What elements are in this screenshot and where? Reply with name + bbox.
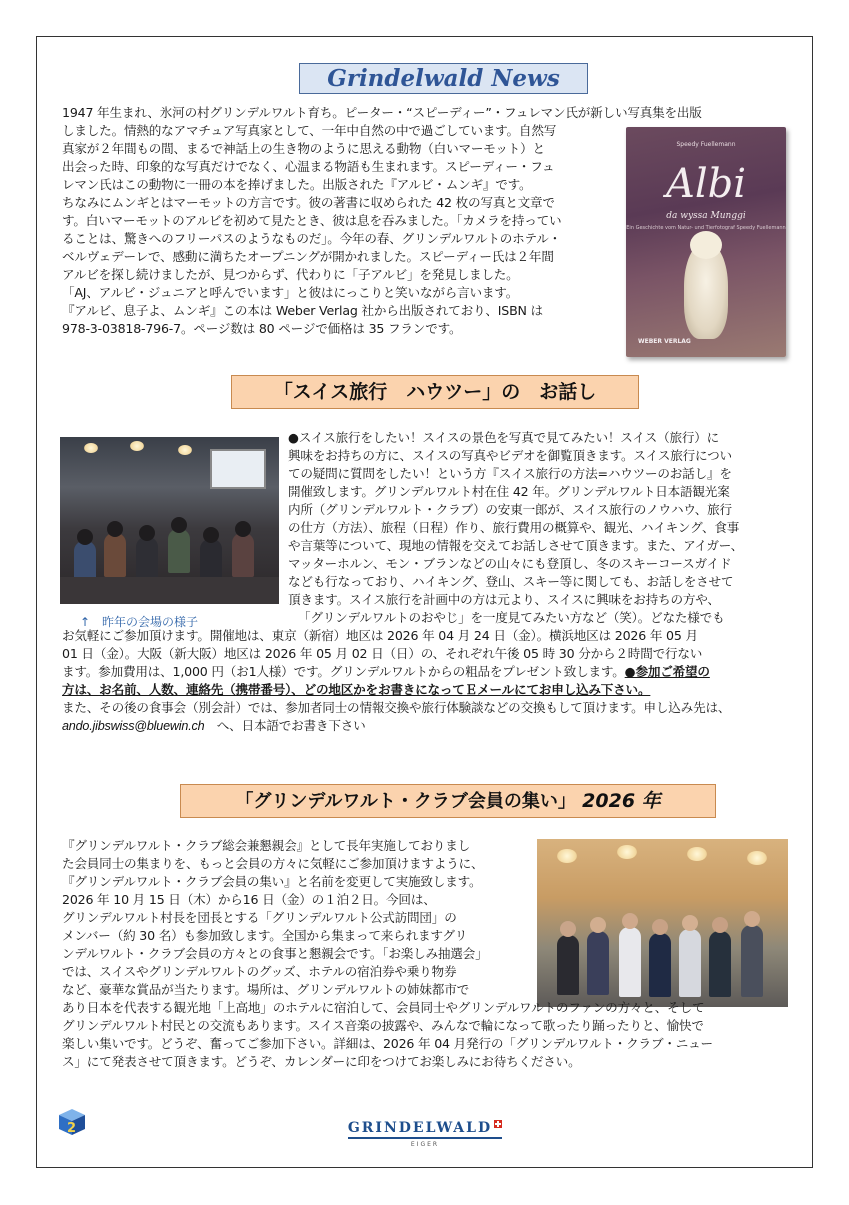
article1-line: 『アルビ、息子よ、ムンギ』この本は Weber Verlag 社から出版されており、ISBN は <box>62 303 543 318</box>
member-person <box>649 933 671 997</box>
photo-caption: ↑ 昨年の会場の様子 <box>80 615 199 629</box>
article1-line: 出会った時、印象的な写真だけでなく、心温まる物語も生まれます。スピーディー・フュ <box>62 159 555 174</box>
section3-line: 2026 年 10 月 15 日（木）から16 日（金）の１泊２日。今回は、 <box>62 892 436 907</box>
projector-screen <box>210 449 266 489</box>
chandelier-light <box>687 847 707 861</box>
member-head <box>682 915 698 931</box>
member-person <box>709 931 731 997</box>
section2-line: また、その後の食事会（別会計）では、参加者同士の情報交換や旅行体験談などの交換もして頂けます。申し込み先は、 <box>62 700 731 715</box>
article1-line: ちなみにムンギとはマーモットの方言です。彼の著書に収められた 42 枚の写真と文章で <box>62 195 555 210</box>
member-head <box>622 913 638 929</box>
book-tagline: Ein Geschichte vom Natur- und Tierfotograf Speedy Fuellemann <box>626 225 786 231</box>
article1-line: アルビを探し続けましたが、見つからず、代わりに「子アルビ」を発見しました。 <box>62 267 519 282</box>
article1-line: 真家が２年間もの間、まるで神話上の生き物のように思える動物（白いマーモット）と <box>62 141 545 156</box>
section3-line: など、豪華な賞品が当たります。場所は、グリンデルワルトの姉妹都市で <box>62 982 469 997</box>
member-person <box>741 925 763 997</box>
book-subtitle: da wyssa Munggi <box>666 211 746 221</box>
section3-line: ンデルワルト・クラブ会員の方々との食事と懇親会です。「お楽しみ抽選会」 <box>62 946 488 961</box>
section2-line: 01 日（金）。大阪（新大阪）地区は 2026 年 05 月 02 日（日）の、それぞれ午後 05 時 30 分から２時間で行ない <box>62 646 703 661</box>
ceiling-light <box>130 441 144 451</box>
section2-line: 頂きます。スイス旅行を計画中の方は元より、スイスに興味をお持ちの方や、 <box>288 592 720 607</box>
audience-person <box>168 529 190 573</box>
seminar-venue-photo <box>60 437 279 604</box>
member-head <box>652 919 668 935</box>
apply-notice: 方は、お名前、人数、連絡先（携帯番号）、どの地区かをお書きになってＥメールにてお申し込み下さい。 <box>62 682 651 697</box>
member-head <box>560 921 576 937</box>
book-author: Speedy Fuellemann <box>676 141 736 148</box>
section2-line: 内所（グリンデルワルト・クラブ）の安東一郎が、スイス旅行のノウハウ、旅行 <box>288 502 732 517</box>
audience-head <box>107 521 123 537</box>
audience-head <box>171 517 187 533</box>
section-heading-swiss-howto: 「スイス旅行 ハウツー」の お話し <box>231 375 639 409</box>
article1-line: ることは、驚きへのフリーパスのようなものだ」。今年の春、グリンデルワルトのホテル・ <box>62 231 562 246</box>
logo-subtext: EIGER <box>410 1141 440 1148</box>
section2-line: 開催致します。グリンデルワルト村在住 42 年。グリンデルワルト日本語観光案 <box>288 484 730 499</box>
newsletter-title: Grindelwald News <box>327 65 560 92</box>
section2-line: 「グリンデルワルトのおやじ」を一度見てみたい方など（笑）。どなた様でも <box>298 610 725 625</box>
contact-note: へ、日本語でお書き下さい <box>204 718 366 733</box>
member-person <box>587 931 609 995</box>
contact-email-link[interactable]: ando.jibswiss@bluewin.ch <box>62 719 205 733</box>
book-title: Albi <box>665 161 747 207</box>
albi-book-cover <box>626 127 786 357</box>
member-head <box>744 911 760 927</box>
section3-line: では、スイスやグリンデルワルトのグッズ、ホテルの宿泊券や乗り物券 <box>62 964 457 979</box>
audience-head <box>77 529 93 545</box>
section3-line: 楽しい集いです。どうぞ、奮ってご参加下さい。詳細は、2026 年 04 月発行の「グリンデルワルト・クラブ・ニュー <box>62 1036 713 1051</box>
audience-person <box>136 537 158 581</box>
article1-line: す。白いマーモットのアルビを初めて見たとき、彼は息を吞みました。「カメラを持ってい <box>62 213 562 228</box>
contact-line <box>62 717 366 735</box>
audience-head <box>235 521 251 537</box>
section3-line: た会員同士の集まりを、もっと会員の方々に気軽にご参加頂けますように、 <box>62 856 484 871</box>
chandelier-light <box>747 851 767 865</box>
article1-line: レマン氏はこの動物に一冊の本を捧げました。出版された『アルビ・ムンギ』です。 <box>62 177 532 192</box>
logo-wordmark <box>348 1120 502 1139</box>
article1-line: 1947 年生まれ、氷河の村グリンデルワルト育ち。ピーター・“スピーディー”・フュレマン氏が新しい写真集を出版 <box>62 105 702 120</box>
logo-text: GRINDELWALD <box>347 1120 493 1136</box>
section2-line: の仕方（方法）、旅程（日程）作り、旅行費用の概算や、観光、ハイキング、食事 <box>288 520 740 535</box>
section2-line <box>62 663 710 680</box>
section3-line: 『グリンデルワルト・クラブ総会兼懇親会』として長年実施しておりまし <box>62 838 470 853</box>
section2-line: お気軽にご参加頂けます。開催地は、東京（新宿）地区は 2026 年 04 月 24 日（金）。横浜地区は 2026 年 05 月 <box>62 628 698 643</box>
club-meeting-heading: 「グリンデルワルト・クラブ会員の集い」 <box>235 791 576 812</box>
article1-line: ベルヴェデーレで、感動に満ちたオープニングが開かれました。スピーディー氏は２年間 <box>62 249 554 264</box>
table-row <box>60 577 279 604</box>
section3-line: ス」にて発表させて頂きます。どうぞ、カレンダーに印をつけてお楽しみにお待ちください。 <box>62 1054 581 1069</box>
ceiling-light <box>84 443 98 453</box>
section2-line: なども行なっており、ハイキング、登山、スキー等に関しても、お話しをさせて <box>288 574 734 589</box>
member-head <box>712 917 728 933</box>
audience-person <box>232 533 254 577</box>
page-number-cube-icon <box>58 1108 86 1136</box>
section3-line: 『グリンデルワルト・クラブ会員の集い』と名前を変更して実施致します。 <box>62 874 482 889</box>
audience-head <box>139 525 155 541</box>
article1-line: しました。情熱的なアマチュア写真家として、一年中自然の中で過ごしています。自然写 <box>62 123 557 138</box>
section3-line: メンバー（約 30 名）も参加致します。全国から集まって来られますグリ <box>62 928 468 943</box>
section3-line: グリンデルワルト村民との交流もあります。スイス音楽の披露や、みんなで輪になって歌ったり踊ったりと、愉快で <box>62 1018 704 1033</box>
white-marmot-head <box>690 231 722 259</box>
section-heading-club-meeting <box>180 784 716 818</box>
section3-line: あり日本を代表する観光地「上高地」のホテルに宿泊して、会員同士やグリンデルワルトのファンの方々と、そして <box>62 1000 705 1015</box>
section2-line: マッターホルン、モン・ブランなどの山々にも登頂し、冬のスキーコースガイド <box>288 556 732 571</box>
club-members-photo <box>537 839 788 1007</box>
section2-line: や言葉等について、現地の情報を交えてお話しさせて頂きます。また、アイガー、 <box>288 538 744 553</box>
chandelier-light <box>557 849 577 863</box>
newsletter-title-box <box>299 63 588 94</box>
member-person <box>679 929 701 997</box>
page-number: 2 <box>67 1121 77 1136</box>
member-person <box>557 935 579 995</box>
audience-person <box>104 533 126 577</box>
section2-line: ●スイス旅行をしたい！スイスの景色を写真で見てみたい！スイス（旅行）に <box>288 430 720 445</box>
article1-line: 978-3-03818-796-7。ページ数は 80 ページで価格は 35 フランです。 <box>62 321 462 336</box>
member-person <box>619 927 641 997</box>
apply-notice-start: ●参加ご希望の <box>624 664 710 679</box>
chandelier-light <box>617 845 637 859</box>
ceiling-light <box>178 445 192 455</box>
book-publisher: WEBER VERLAG <box>638 338 691 345</box>
grindelwald-logo <box>337 1117 513 1148</box>
audience-head <box>203 527 219 543</box>
club-meeting-year: 2026 年 <box>582 790 661 812</box>
fee-text: ます。参加費用は、1,000 円（お1人様）です。グリンデルワルトからの粗品をプレゼント致します。 <box>62 664 625 679</box>
section3-line: グリンデルワルト村長を団長とする「グリンデルワルト公式訪問団」の <box>62 910 457 925</box>
member-head <box>590 917 606 933</box>
swiss-cross-icon <box>494 1120 502 1128</box>
section2-line: ての疑問に質問をしたい！という方『スイス旅行の方法=ハウツーのお話し』を <box>288 466 732 481</box>
section2-line: 興味をお持ちの方に、スイスの写真やビデオを御覧頂きます。スイス旅行につい <box>288 448 732 463</box>
article1-line: 「AJ、アルビ・ジュニアと呼んでいます」と彼はにっこりと笑いながら言います。 <box>62 285 519 300</box>
